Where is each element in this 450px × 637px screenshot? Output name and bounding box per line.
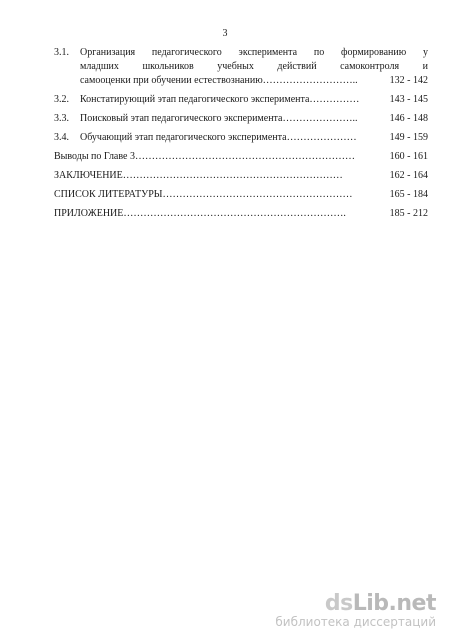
toc-entry-pages: 185 - 212 (389, 208, 428, 219)
table-of-contents (54, 46, 428, 221)
toc-entry-number: 3.3. (54, 113, 69, 124)
toc-entry-title: Обучающий этап педагогического эксперимента………………… (80, 132, 357, 143)
toc-entry-3-1 (54, 46, 428, 88)
toc-entry-title-line: младших школьников учебных действий самоконтроля и (80, 61, 428, 72)
toc-entry-pages: 143 - 145 (389, 94, 428, 105)
toc-entry-title: Выводы по Главе 3………………………………………………………… (54, 151, 355, 162)
toc-entry-number: 3.4. (54, 132, 69, 143)
page-number: 3 (222, 28, 228, 39)
toc-entry-pages: 149 - 159 (389, 132, 428, 143)
toc-entry-conclusion (54, 169, 428, 183)
toc-entry-pages: 160 - 161 (389, 151, 428, 162)
toc-entry-title: СПИСОК ЛИТЕРАТУРЫ………………………………………………… (54, 189, 353, 200)
toc-entry-title: Поисковый этап педагогического эксперимента………………….. (80, 113, 358, 124)
toc-entry-title: ЗАКЛЮЧЕНИЕ………………………………………………………… (54, 170, 343, 181)
dslib-tagline: библиотека диссертаций (275, 615, 436, 629)
dslib-watermark (275, 593, 436, 629)
toc-entry-pages: 162 - 164 (389, 170, 428, 181)
dslib-logo: dsLib.net (324, 591, 436, 616)
toc-entry-3-2 (54, 93, 428, 107)
toc-entry-chapter-3-conclusions (54, 150, 428, 164)
toc-entry-pages: 132 - 142 (389, 75, 428, 86)
toc-entry-3-4 (54, 131, 428, 145)
toc-entry-appendix (54, 207, 428, 221)
toc-entry-pages: 165 - 184 (389, 189, 428, 200)
toc-entry-pages: 146 - 148 (389, 113, 428, 124)
toc-entry-references (54, 188, 428, 202)
toc-entry-title-line: самооценки при обучении естествознанию……………………….. (80, 75, 358, 86)
toc-entry-3-3 (54, 112, 428, 126)
toc-entry-number: 3.2. (54, 94, 69, 105)
toc-entry-title-line: Организация педагогического эксперимента по формированию у (80, 47, 428, 58)
toc-entry-title: Констатирующий этап педагогического эксперимента…………… (80, 94, 360, 105)
toc-entry-number: 3.1. (54, 47, 69, 58)
toc-entry-title: ПРИЛОЖЕНИЕ…………………………………………………………. (54, 208, 346, 219)
toc-entry-title (80, 46, 428, 88)
